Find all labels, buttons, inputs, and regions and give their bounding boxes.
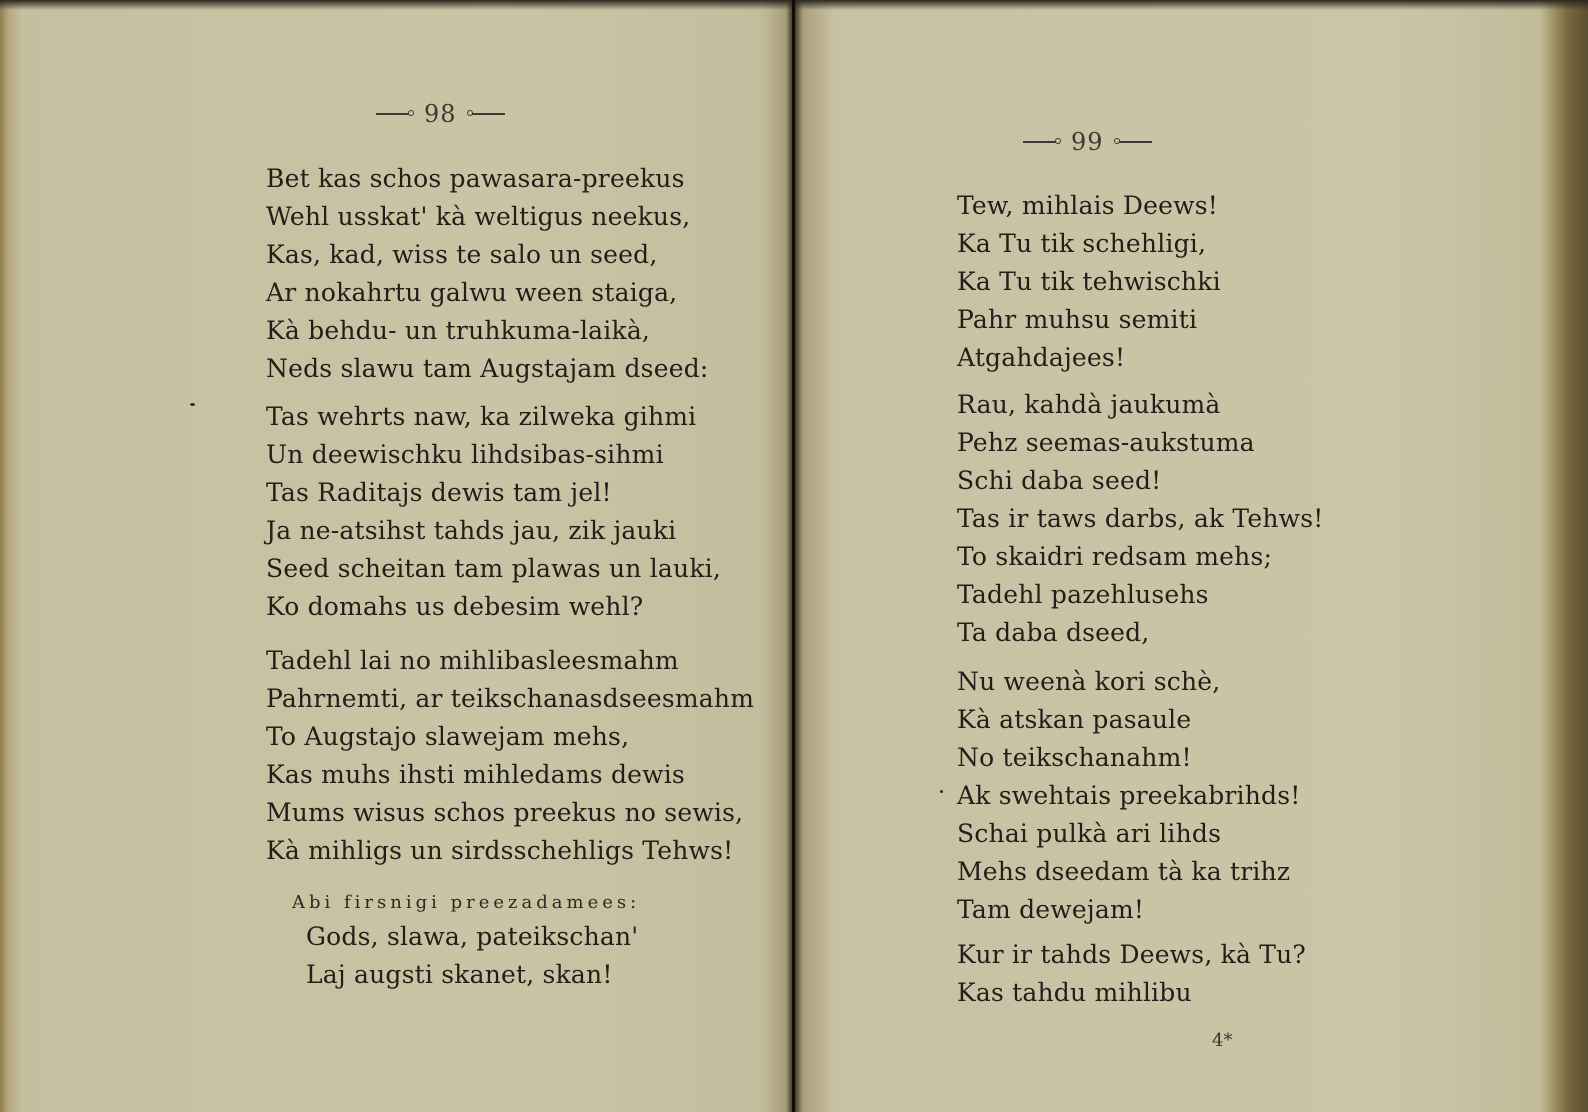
verse-line: Pahrnemti, ar teikschanasdseesmahm — [266, 684, 755, 713]
verse-line: Tas ir taws darbs, ak Tehws! — [957, 504, 1324, 533]
verse-line: Wehl usskat' kà weltigus neekus, — [266, 202, 691, 231]
verse-line: Kas tahdu mihlibu — [957, 978, 1192, 1007]
verse-line: Pahr muhsu semiti — [957, 305, 1198, 334]
verse-line: Ka Tu tik schehligi, — [957, 229, 1207, 258]
verse-line: Un deewischku lihdsibas-sihmi — [266, 440, 664, 469]
ornament-dash — [471, 113, 505, 115]
verse-line: Neds slawu tam Augstajam dseed: — [266, 354, 709, 383]
verse-line: Kà mihligs un sirdsschehligs Tehws! — [266, 836, 734, 865]
verse-line: Tas Raditajs dewis tam jel! — [266, 478, 612, 507]
verse-line: Mehs dseedam tà ka trihz — [957, 857, 1291, 886]
verse-line: Pehz seemas-aukstuma — [957, 428, 1255, 457]
right-page — [795, 0, 1588, 1112]
verse-line: Kas, kad, wiss te salo un seed, — [266, 240, 658, 269]
verse-line: Kur ir tahds Deews, kà Tu? — [957, 940, 1306, 969]
verse-line: Kà atskan pasaule — [957, 705, 1192, 734]
verse-line: Tam dewejam! — [957, 895, 1145, 924]
page-number-right — [1023, 128, 1152, 156]
verse-line: Schi daba seed! — [957, 466, 1162, 495]
verse-line: Ak swehtais preekabrihds! — [957, 781, 1301, 810]
verse-line: Ko domahs us debesim wehl? — [266, 592, 644, 621]
page-top-shadow — [795, 0, 1588, 10]
verse-line: Ka Tu tik tehwischki — [957, 267, 1221, 296]
verse-line: Bet kas schos pawasara-preekus — [266, 164, 685, 193]
verse-line: No teikschanahm! — [957, 743, 1192, 772]
page-number-left — [376, 100, 505, 128]
verse-line: Tew, mihlais Deews! — [957, 191, 1219, 220]
verse-line: Schai pulkà ari lihds — [957, 819, 1222, 848]
verse-line: To Augstajo slawejam mehs, — [266, 722, 630, 751]
verse-line: To skaidri redsam mehs; — [957, 542, 1273, 571]
verse-line: Kas muhs ihsti mihledams dewis — [266, 760, 685, 789]
page-top-shadow — [0, 0, 792, 10]
verse-line: Tadehl pazehlusehs — [957, 580, 1209, 609]
verse-line: Ja ne-atsihst tahds jau, zik jauki — [266, 516, 677, 545]
verse-line: Ar nokahrtu galwu ween staiga, — [266, 278, 678, 307]
verse-line: Laj augsti skanet, skan! — [306, 960, 613, 989]
verse-line: Tas wehrts naw, ka zilweka gihmi — [266, 402, 697, 431]
left-page — [0, 0, 792, 1112]
verse-line: Ta daba dseed, — [957, 618, 1150, 647]
ornament-dash — [1023, 141, 1057, 143]
verse-line: Gods, slawa, pateikschan' — [306, 922, 639, 951]
ornament-dash — [376, 113, 410, 115]
verse-line: Atgahdajees! — [957, 343, 1126, 372]
verse-line: Seed scheitan tam plawas un lauki, — [266, 554, 722, 583]
verse-line: Kà behdu- un truhkuma-laikà, — [266, 316, 651, 345]
verse-line: Tadehl lai no mihlibasleesmahm — [266, 646, 679, 675]
verse-line: Rau, kahdà jaukumà — [957, 390, 1221, 419]
verse-line: Nu weenà kori schè, — [957, 667, 1221, 696]
ink-speck — [940, 790, 943, 793]
stage-direction: Abi firsnigi preezadamees: — [292, 892, 641, 913]
page-number-text: 98 — [424, 100, 457, 128]
verse-line: Mums wisus schos preekus no sewis, — [266, 798, 744, 827]
ornament-dash — [1118, 141, 1152, 143]
ink-speck — [190, 403, 195, 406]
page-number-text: 99 — [1071, 128, 1104, 156]
signature-mark: 4* — [1212, 1030, 1233, 1051]
